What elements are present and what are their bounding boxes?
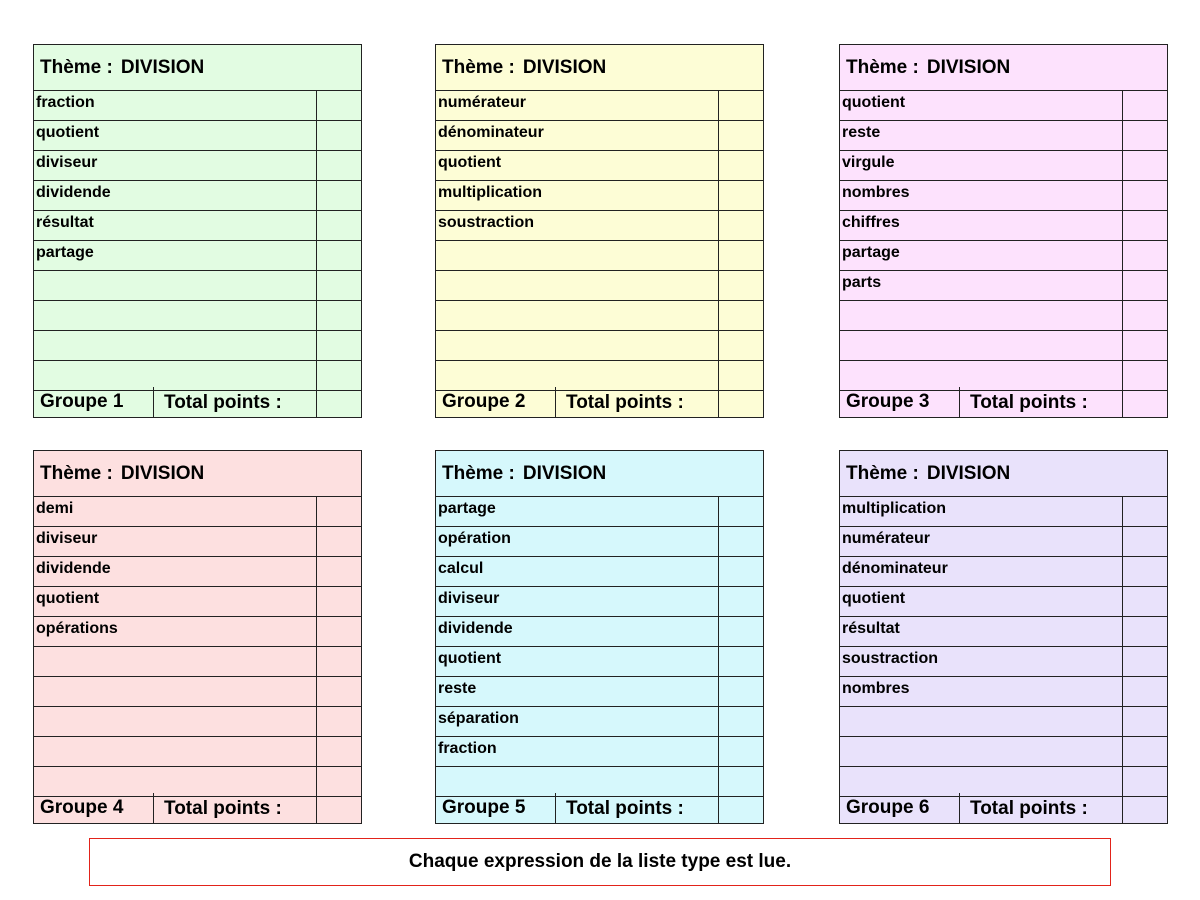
- score-cell[interactable]: [1123, 587, 1167, 616]
- word-row: [34, 181, 361, 211]
- theme-header: [34, 45, 361, 91]
- score-cell[interactable]: [1123, 677, 1167, 706]
- word-row: [436, 241, 763, 271]
- theme-label: Thème :: [40, 57, 113, 78]
- word-cell: opération: [436, 527, 719, 556]
- word-cell: partage: [34, 241, 317, 270]
- group-card-4: [33, 450, 362, 824]
- word-row: [840, 91, 1167, 121]
- total-points-cell[interactable]: [317, 793, 361, 823]
- word-cell: [34, 767, 317, 796]
- score-cell[interactable]: [317, 707, 361, 736]
- word-cell: opérations: [34, 617, 317, 646]
- word-row: [436, 617, 763, 647]
- word-cell: numérateur: [436, 91, 719, 120]
- word-cell: quotient: [840, 587, 1123, 616]
- theme-value: DIVISION: [522, 463, 607, 484]
- theme-value: DIVISION: [120, 463, 205, 484]
- word-cell: résultat: [840, 617, 1123, 646]
- word-cell: nombres: [840, 677, 1123, 706]
- word-row: [436, 527, 763, 557]
- score-cell[interactable]: [719, 211, 763, 240]
- group-card-2: [435, 44, 764, 418]
- word-row: [840, 331, 1167, 361]
- word-cell: multiplication: [840, 497, 1123, 526]
- word-row: [436, 91, 763, 121]
- total-points-label: Total points :: [154, 793, 317, 823]
- word-cell: [840, 331, 1123, 360]
- word-row: [840, 527, 1167, 557]
- word-cell: reste: [436, 677, 719, 706]
- score-cell[interactable]: [1123, 767, 1167, 796]
- word-cell: [840, 737, 1123, 766]
- score-cell[interactable]: [719, 587, 763, 616]
- word-row: [840, 271, 1167, 301]
- score-cell[interactable]: [719, 181, 763, 210]
- word-cell: parts: [840, 271, 1123, 300]
- score-cell[interactable]: [317, 121, 361, 150]
- word-cell: diviseur: [34, 151, 317, 180]
- word-cell: quotient: [436, 647, 719, 676]
- word-cell: [34, 707, 317, 736]
- score-cell[interactable]: [1123, 181, 1167, 210]
- score-cell[interactable]: [719, 331, 763, 360]
- group-footer: [34, 387, 361, 417]
- word-row: [840, 707, 1167, 737]
- group-label: Groupe 5: [436, 793, 556, 823]
- word-cell: séparation: [436, 707, 719, 736]
- score-cell[interactable]: [317, 91, 361, 120]
- score-cell[interactable]: [1123, 301, 1167, 330]
- score-cell[interactable]: [317, 527, 361, 556]
- word-cell: numérateur: [840, 527, 1123, 556]
- theme-header: [436, 45, 763, 91]
- total-points-label: Total points :: [960, 387, 1123, 417]
- word-cell: reste: [840, 121, 1123, 150]
- word-row: [840, 587, 1167, 617]
- word-row: [34, 241, 361, 271]
- word-cell: diviseur: [436, 587, 719, 616]
- group-label: Groupe 6: [840, 793, 960, 823]
- word-row: [436, 151, 763, 181]
- group-card-6: [839, 450, 1168, 824]
- word-cell: [840, 301, 1123, 330]
- word-row: [436, 707, 763, 737]
- score-cell[interactable]: [317, 677, 361, 706]
- word-cell: nombres: [840, 181, 1123, 210]
- word-cell: [34, 331, 317, 360]
- score-cell[interactable]: [719, 557, 763, 586]
- theme-header: [34, 451, 361, 497]
- word-row: [840, 617, 1167, 647]
- theme-value: DIVISION: [120, 57, 205, 78]
- total-points-label: Total points :: [556, 793, 719, 823]
- score-cell[interactable]: [719, 677, 763, 706]
- word-row: [34, 91, 361, 121]
- word-row: [34, 587, 361, 617]
- word-cell: chiffres: [840, 211, 1123, 240]
- word-row: [840, 647, 1167, 677]
- score-cell[interactable]: [1123, 151, 1167, 180]
- score-cell[interactable]: [1123, 271, 1167, 300]
- group-label: Groupe 2: [436, 387, 556, 417]
- score-cell[interactable]: [317, 211, 361, 240]
- group-footer: [34, 793, 361, 823]
- instruction-note: [89, 838, 1111, 886]
- total-points-cell[interactable]: [1123, 793, 1167, 823]
- score-cell[interactable]: [719, 767, 763, 796]
- score-cell[interactable]: [1123, 707, 1167, 736]
- score-cell[interactable]: [317, 767, 361, 796]
- word-cell: résultat: [34, 211, 317, 240]
- word-row: [34, 331, 361, 361]
- total-points-cell[interactable]: [1123, 387, 1167, 417]
- score-cell[interactable]: [719, 361, 763, 390]
- score-cell[interactable]: [719, 151, 763, 180]
- group-footer: [840, 387, 1167, 417]
- word-row: [34, 527, 361, 557]
- word-cell: quotient: [436, 151, 719, 180]
- word-row: [436, 181, 763, 211]
- word-cell: multiplication: [436, 181, 719, 210]
- word-cell: virgule: [840, 151, 1123, 180]
- score-cell[interactable]: [317, 241, 361, 270]
- score-cell[interactable]: [1123, 211, 1167, 240]
- word-row: [34, 707, 361, 737]
- word-row: [436, 121, 763, 151]
- word-row: [436, 557, 763, 587]
- word-row: [34, 617, 361, 647]
- score-cell[interactable]: [1123, 737, 1167, 766]
- word-cell: dividende: [34, 557, 317, 586]
- score-cell[interactable]: [317, 617, 361, 646]
- word-row: [436, 331, 763, 361]
- word-row: [840, 211, 1167, 241]
- word-row: [840, 181, 1167, 211]
- theme-label: Thème :: [40, 463, 113, 484]
- word-row: [34, 647, 361, 677]
- score-cell[interactable]: [317, 151, 361, 180]
- word-cell: [34, 301, 317, 330]
- word-row: [436, 647, 763, 677]
- word-cell: [436, 767, 719, 796]
- word-cell: [840, 707, 1123, 736]
- word-row: [436, 677, 763, 707]
- word-row: [840, 151, 1167, 181]
- theme-header: [840, 45, 1167, 91]
- group-footer: [436, 387, 763, 417]
- group-card-3: [839, 44, 1168, 418]
- word-row: [840, 557, 1167, 587]
- total-points-label: Total points :: [556, 387, 719, 417]
- word-row: [34, 301, 361, 331]
- score-cell[interactable]: [719, 271, 763, 300]
- word-row: [840, 121, 1167, 151]
- theme-label: Thème :: [442, 57, 515, 78]
- word-cell: [34, 647, 317, 676]
- word-cell: calcul: [436, 557, 719, 586]
- score-cell[interactable]: [317, 647, 361, 676]
- theme-label: Thème :: [846, 463, 919, 484]
- word-row: [34, 677, 361, 707]
- word-cell: fraction: [436, 737, 719, 766]
- word-cell: quotient: [840, 91, 1123, 120]
- score-cell[interactable]: [1123, 617, 1167, 646]
- score-cell[interactable]: [317, 181, 361, 210]
- word-cell: dénominateur: [840, 557, 1123, 586]
- word-cell: quotient: [34, 121, 317, 150]
- score-cell[interactable]: [317, 271, 361, 300]
- word-row: [436, 737, 763, 767]
- word-cell: [840, 767, 1123, 796]
- group-label: Groupe 4: [34, 793, 154, 823]
- instruction-text: Chaque expression de la liste type est lue.: [408, 851, 792, 872]
- word-cell: partage: [436, 497, 719, 526]
- word-row: [436, 211, 763, 241]
- score-cell[interactable]: [1123, 331, 1167, 360]
- word-row: [436, 301, 763, 331]
- theme-label: Thème :: [846, 57, 919, 78]
- score-cell[interactable]: [1123, 527, 1167, 556]
- score-cell[interactable]: [317, 301, 361, 330]
- score-cell[interactable]: [317, 737, 361, 766]
- score-cell[interactable]: [719, 301, 763, 330]
- word-cell: [840, 361, 1123, 390]
- score-cell[interactable]: [317, 587, 361, 616]
- score-cell[interactable]: [719, 527, 763, 556]
- theme-header: [436, 451, 763, 497]
- group-footer: [840, 793, 1167, 823]
- word-row: [840, 241, 1167, 271]
- score-cell[interactable]: [317, 557, 361, 586]
- word-row: [436, 497, 763, 527]
- group-card-5: [435, 450, 764, 824]
- word-cell: [34, 677, 317, 706]
- word-cell: [436, 331, 719, 360]
- theme-value: DIVISION: [926, 463, 1011, 484]
- score-cell[interactable]: [1123, 241, 1167, 270]
- word-row: [34, 151, 361, 181]
- word-row: [34, 121, 361, 151]
- group-footer: [436, 793, 763, 823]
- word-row: [840, 301, 1167, 331]
- score-cell[interactable]: [719, 241, 763, 270]
- word-cell: soustraction: [436, 211, 719, 240]
- word-cell: soustraction: [840, 647, 1123, 676]
- score-cell[interactable]: [719, 91, 763, 120]
- word-row: [840, 677, 1167, 707]
- word-cell: dénominateur: [436, 121, 719, 150]
- score-cell[interactable]: [1123, 361, 1167, 390]
- word-cell: fraction: [34, 91, 317, 120]
- score-cell[interactable]: [1123, 121, 1167, 150]
- score-cell[interactable]: [1123, 557, 1167, 586]
- word-cell: [34, 737, 317, 766]
- group-card-1: [33, 44, 362, 418]
- total-points-label: Total points :: [960, 793, 1123, 823]
- word-row: [34, 271, 361, 301]
- word-cell: [436, 241, 719, 270]
- word-cell: diviseur: [34, 527, 317, 556]
- word-row: [34, 497, 361, 527]
- score-cell[interactable]: [1123, 497, 1167, 526]
- score-cell[interactable]: [719, 617, 763, 646]
- group-label: Groupe 3: [840, 387, 960, 417]
- word-row: [34, 557, 361, 587]
- score-cell[interactable]: [719, 707, 763, 736]
- word-cell: quotient: [34, 587, 317, 616]
- word-cell: [436, 301, 719, 330]
- word-row: [34, 737, 361, 767]
- word-cell: [436, 271, 719, 300]
- theme-value: DIVISION: [926, 57, 1011, 78]
- total-points-cell[interactable]: [719, 387, 763, 417]
- word-row: [436, 587, 763, 617]
- word-row: [34, 211, 361, 241]
- word-row: [840, 497, 1167, 527]
- total-points-cell[interactable]: [317, 387, 361, 417]
- word-cell: [436, 361, 719, 390]
- score-cell[interactable]: [719, 647, 763, 676]
- theme-value: DIVISION: [522, 57, 607, 78]
- word-cell: demi: [34, 497, 317, 526]
- word-cell: dividende: [34, 181, 317, 210]
- theme-label: Thème :: [442, 463, 515, 484]
- group-label: Groupe 1: [34, 387, 154, 417]
- word-cell: [34, 361, 317, 390]
- score-cell[interactable]: [719, 737, 763, 766]
- word-row: [840, 737, 1167, 767]
- score-cell[interactable]: [317, 331, 361, 360]
- word-row: [436, 271, 763, 301]
- word-cell: [34, 271, 317, 300]
- total-points-cell[interactable]: [719, 793, 763, 823]
- word-cell: dividende: [436, 617, 719, 646]
- word-cell: partage: [840, 241, 1123, 270]
- total-points-label: Total points :: [154, 387, 317, 417]
- score-cell[interactable]: [1123, 647, 1167, 676]
- score-cell[interactable]: [719, 497, 763, 526]
- score-cell[interactable]: [317, 361, 361, 390]
- theme-header: [840, 451, 1167, 497]
- score-cell[interactable]: [317, 497, 361, 526]
- score-cell[interactable]: [719, 121, 763, 150]
- score-cell[interactable]: [1123, 91, 1167, 120]
